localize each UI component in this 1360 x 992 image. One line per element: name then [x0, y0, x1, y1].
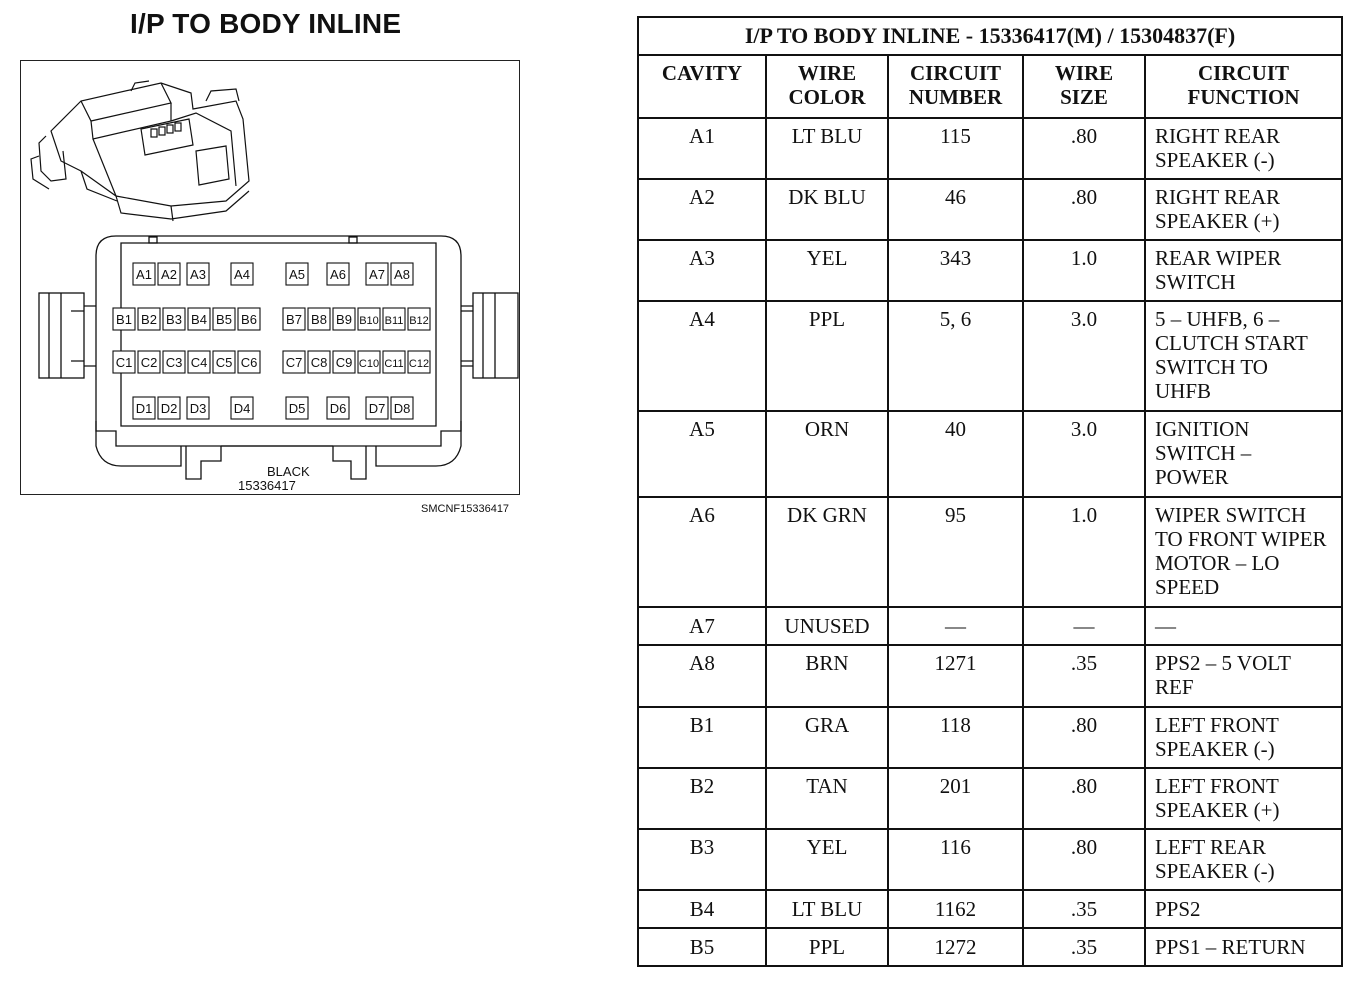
table-row	[638, 179, 1342, 240]
cavity-label: D7	[368, 401, 386, 416]
cell-wire-color: ORN	[766, 411, 888, 497]
cavity-label: B11	[384, 315, 404, 327]
cell-wire-color: LT BLU	[766, 890, 888, 928]
cavity-label: C6	[240, 355, 258, 370]
cavity-a3	[187, 263, 209, 285]
cavity-b6	[238, 308, 260, 330]
cell-circuit-function	[1145, 645, 1342, 707]
table-row	[638, 301, 1342, 411]
cell-circuit-number: 1272	[888, 928, 1023, 966]
cavity-d4	[231, 397, 253, 419]
function-line: PPS2	[1155, 897, 1201, 921]
cell-circuit-number: 115	[888, 118, 1023, 179]
cavity-d6	[327, 397, 349, 419]
cell-circuit-number: 46	[888, 179, 1023, 240]
cell-cavity: B5	[638, 928, 766, 966]
cell-circuit-function	[1145, 179, 1342, 240]
cavity-label: D3	[189, 401, 207, 416]
cavity-b11	[383, 308, 405, 330]
header-wire-size: WIRE SIZE	[1023, 55, 1145, 118]
function-line: IGNITION	[1155, 417, 1250, 441]
cavity-label: A7	[369, 267, 385, 282]
function-line: SPEAKER (+)	[1155, 798, 1280, 822]
cell-wire-size: .35	[1023, 890, 1145, 928]
cavity-label: D2	[160, 401, 178, 416]
cavity-label: A8	[394, 267, 410, 282]
cavity-label: B8	[311, 312, 327, 327]
header-circuit-number: CIRCUIT NUMBER	[888, 55, 1023, 118]
cavity-label: B12	[409, 315, 429, 327]
connector-diagram	[20, 60, 520, 495]
cell-wire-size: .80	[1023, 829, 1145, 890]
table-row	[638, 707, 1342, 768]
cavity-label: D1	[135, 401, 153, 416]
function-line: SPEAKER (+)	[1155, 209, 1280, 233]
function-line: SWITCH –	[1155, 441, 1252, 465]
cavity-b9	[333, 308, 355, 330]
cavity-label: B9	[336, 312, 352, 327]
cell-circuit-number: 1162	[888, 890, 1023, 928]
cavity-c7	[283, 351, 305, 373]
table-row	[638, 829, 1342, 890]
header-cavity: CAVITY	[638, 55, 766, 118]
cell-wire-size: .80	[1023, 707, 1145, 768]
function-line: RIGHT REAR	[1155, 185, 1281, 209]
cell-circuit-number: 5, 6	[888, 301, 1023, 411]
cell-circuit-number: 95	[888, 497, 1023, 607]
cell-cavity: A6	[638, 497, 766, 607]
header-wire-color: WIRE COLOR	[766, 55, 888, 118]
function-line: LEFT FRONT	[1155, 774, 1279, 798]
table-row	[638, 411, 1342, 497]
function-line: REAR WIPER	[1155, 246, 1282, 270]
table-row	[638, 645, 1342, 707]
figure-code: SMCNF15336417	[421, 503, 510, 515]
cavity-label: C2	[140, 355, 158, 370]
cell-wire-size: 1.0	[1023, 240, 1145, 301]
cell-wire-color: PPL	[766, 301, 888, 411]
function-line: 5 – UHFB, 6 –	[1155, 307, 1280, 331]
function-line: POWER	[1155, 465, 1229, 489]
cavity-label: C7	[285, 355, 303, 370]
cavity-c2	[138, 351, 160, 373]
cell-circuit-function	[1145, 411, 1342, 497]
cell-circuit-function	[1145, 829, 1342, 890]
cavity-label: A2	[161, 267, 177, 282]
cell-cavity: B4	[638, 890, 766, 928]
cell-circuit-function	[1145, 768, 1342, 829]
cavity-c4	[188, 351, 210, 373]
cell-cavity: A4	[638, 301, 766, 411]
cavity-label: B6	[241, 312, 257, 327]
cavity-b8	[308, 308, 330, 330]
header-circuit-function: CIRCUIT FUNCTION	[1145, 55, 1342, 118]
cavity-b3	[163, 308, 185, 330]
cell-circuit-function	[1145, 607, 1342, 645]
cell-circuit-number: 116	[888, 829, 1023, 890]
function-line: UHFB	[1155, 379, 1212, 403]
connector-face-view	[39, 236, 518, 479]
cavity-d1	[133, 397, 155, 419]
table-caption: I/P TO BODY INLINE - 15336417(M) / 15304837(F)	[638, 17, 1342, 55]
cell-wire-color: PPL	[766, 928, 888, 966]
function-line: —	[1155, 614, 1176, 638]
cavity-b5	[213, 308, 235, 330]
table-row	[638, 890, 1342, 928]
cell-wire-color: TAN	[766, 768, 888, 829]
cavity-grid	[113, 263, 430, 419]
cavity-label: D8	[393, 401, 411, 416]
cavity-b4	[188, 308, 210, 330]
cell-circuit-number: 343	[888, 240, 1023, 301]
table-row	[638, 240, 1342, 301]
cell-circuit-function	[1145, 707, 1342, 768]
cell-wire-color: BRN	[766, 645, 888, 707]
function-line: MOTOR – LO	[1155, 551, 1280, 575]
cavity-label: C8	[310, 355, 328, 370]
cavity-d2	[158, 397, 180, 419]
cavity-label: C11	[384, 358, 404, 370]
cavity-label: B2	[141, 312, 157, 327]
function-line: SPEAKER (-)	[1155, 859, 1275, 883]
cavity-c6	[238, 351, 260, 373]
cavity-label: A5	[289, 267, 305, 282]
cell-wire-size: 3.0	[1023, 301, 1145, 411]
cell-circuit-number: 40	[888, 411, 1023, 497]
cell-cavity: B3	[638, 829, 766, 890]
function-line: SPEED	[1155, 575, 1220, 599]
cell-circuit-number: 118	[888, 707, 1023, 768]
function-line: PPS1 – RETURN	[1155, 935, 1306, 959]
cavity-label: C10	[358, 358, 380, 370]
cell-wire-color: GRA	[766, 707, 888, 768]
cell-cavity: A1	[638, 118, 766, 179]
connector-part-number: 15336417	[238, 478, 296, 493]
cell-cavity: A7	[638, 607, 766, 645]
cell-circuit-function	[1145, 890, 1342, 928]
function-line: SPEAKER (-)	[1155, 148, 1275, 172]
diagram-title: I/P TO BODY INLINE	[130, 8, 402, 39]
function-line: PPS2 – 5 VOLT	[1155, 651, 1291, 675]
cavity-a5	[286, 263, 308, 285]
cavity-label: C3	[165, 355, 183, 370]
cell-wire-size: .35	[1023, 645, 1145, 707]
table-body	[638, 118, 1342, 966]
function-line: LEFT FRONT	[1155, 713, 1279, 737]
cell-circuit-number: —	[888, 607, 1023, 645]
cell-circuit-function	[1145, 240, 1342, 301]
table-row	[638, 118, 1342, 179]
cavity-c12	[408, 351, 430, 373]
cavity-label: B5	[216, 312, 232, 327]
cell-wire-size: 3.0	[1023, 411, 1145, 497]
cavity-a8	[391, 263, 413, 285]
cell-circuit-number: 201	[888, 768, 1023, 829]
cell-cavity: A8	[638, 645, 766, 707]
cavity-label: B4	[191, 312, 207, 327]
cavity-c1	[113, 351, 135, 373]
table-row	[638, 497, 1342, 607]
cavity-b7	[283, 308, 305, 330]
cell-cavity: B1	[638, 707, 766, 768]
cavity-b10	[358, 308, 380, 330]
cavity-c10	[358, 351, 380, 373]
connector-isometric-view	[31, 81, 249, 221]
cavity-d3	[187, 397, 209, 419]
function-line: CLUTCH START	[1155, 331, 1308, 355]
cavity-a2	[158, 263, 180, 285]
cavity-c9	[333, 351, 355, 373]
function-line: RIGHT REAR	[1155, 124, 1281, 148]
cell-circuit-function	[1145, 301, 1342, 411]
table-row	[638, 928, 1342, 966]
cavity-label: C9	[335, 355, 353, 370]
cavity-label: A6	[330, 267, 346, 282]
cavity-label: C5	[215, 355, 233, 370]
cavity-a6	[327, 263, 349, 285]
cavity-a1	[133, 263, 155, 285]
cavity-label: D4	[233, 401, 251, 416]
cavity-d5	[286, 397, 308, 419]
cell-wire-color: LT BLU	[766, 118, 888, 179]
function-line: TO FRONT WIPER	[1155, 527, 1327, 551]
cell-circuit-number: 1271	[888, 645, 1023, 707]
cavity-label: C1	[115, 355, 133, 370]
function-line: WIPER SWITCH	[1155, 503, 1307, 527]
cavity-label: C12	[408, 358, 430, 370]
table-header-row	[638, 55, 1342, 118]
cavity-label: D5	[288, 401, 306, 416]
connector-drawing	[21, 61, 521, 496]
cavity-label: A1	[136, 267, 152, 282]
cavity-label: B10	[359, 315, 379, 327]
cell-circuit-function	[1145, 497, 1342, 607]
cavity-c5	[213, 351, 235, 373]
cavity-label: B1	[116, 312, 132, 327]
cavity-a7	[366, 263, 388, 285]
cavity-label: B7	[286, 312, 302, 327]
cavity-label: A4	[234, 267, 250, 282]
cavity-b2	[138, 308, 160, 330]
cell-wire-size: —	[1023, 607, 1145, 645]
cell-wire-color: DK GRN	[766, 497, 888, 607]
cavity-c8	[308, 351, 330, 373]
cell-cavity: A5	[638, 411, 766, 497]
cell-circuit-function	[1145, 928, 1342, 966]
cell-wire-color: YEL	[766, 829, 888, 890]
cell-wire-size: .80	[1023, 118, 1145, 179]
cell-wire-color: UNUSED	[766, 607, 888, 645]
cavity-d7	[366, 397, 388, 419]
cell-circuit-function	[1145, 118, 1342, 179]
cell-wire-size: .80	[1023, 768, 1145, 829]
cavity-b12	[408, 308, 430, 330]
cavity-b1	[113, 308, 135, 330]
connector-color-label: BLACK	[267, 464, 310, 479]
function-line: LEFT REAR	[1155, 835, 1267, 859]
cavity-label: A3	[190, 267, 206, 282]
function-line: SPEAKER (-)	[1155, 737, 1275, 761]
cell-wire-size: .35	[1023, 928, 1145, 966]
cell-wire-color: YEL	[766, 240, 888, 301]
cell-cavity: A3	[638, 240, 766, 301]
cavity-c3	[163, 351, 185, 373]
cavity-a4	[231, 263, 253, 285]
cavity-label: D6	[329, 401, 347, 416]
cell-cavity: A2	[638, 179, 766, 240]
cell-wire-size: .80	[1023, 179, 1145, 240]
cavity-d8	[391, 397, 413, 419]
cavity-label: C4	[190, 355, 208, 370]
table-row	[638, 768, 1342, 829]
pinout-table	[637, 16, 1343, 967]
cell-wire-color: DK BLU	[766, 179, 888, 240]
table-row	[638, 607, 1342, 645]
function-line: SWITCH	[1155, 270, 1236, 294]
function-line: REF	[1155, 675, 1194, 699]
cavity-c11	[383, 351, 405, 373]
function-line: SWITCH TO	[1155, 355, 1268, 379]
cavity-label: B3	[166, 312, 182, 327]
cell-cavity: B2	[638, 768, 766, 829]
cell-wire-size: 1.0	[1023, 497, 1145, 607]
